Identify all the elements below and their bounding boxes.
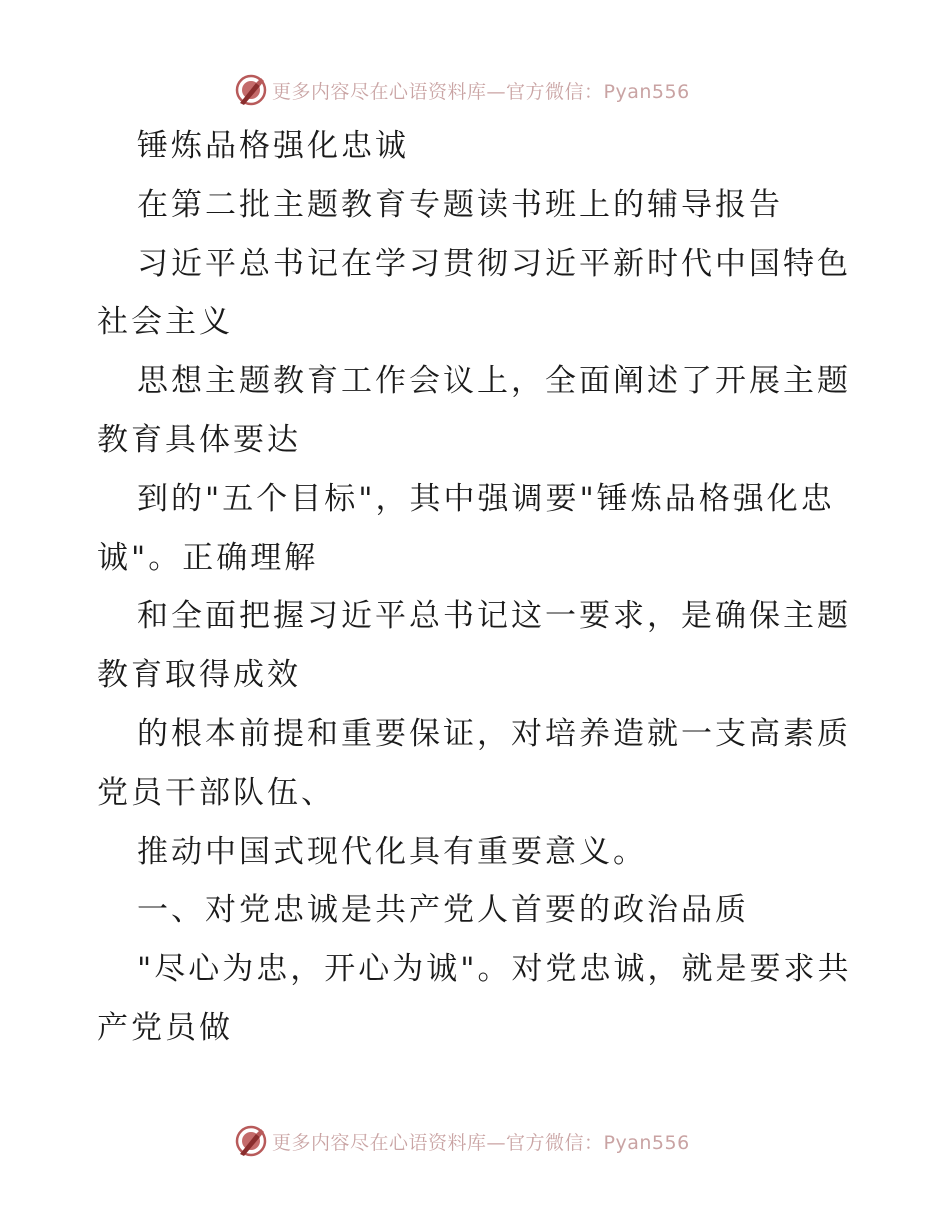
text-line: 教育取得成效 (97, 657, 301, 694)
text-line: 诚"。正确理解 (97, 539, 319, 576)
text-line: 一、对党忠诚是共产党人首要的政治品质 (137, 892, 749, 929)
text-line: 和全面把握习近平总书记这一要求，是确保主题 (137, 598, 851, 635)
footer-banner (234, 1121, 754, 1161)
header-banner (234, 70, 754, 110)
text-line: 产党员做 (97, 1009, 233, 1046)
text-line: 社会主义 (97, 304, 233, 341)
wechat-id: Pyan556 (603, 80, 690, 103)
text-line: 锤炼品格强化忠诚 (137, 128, 409, 164)
text-line: 思想主题教育工作会议上，全面阐述了开展主题 (137, 363, 851, 400)
text-line: 教育具体要达 (97, 421, 301, 458)
pen-seal-logo-icon (234, 1124, 268, 1158)
banner-text: 更多内容尽在心语资料库—官方微信：Pyan556 (272, 80, 690, 103)
text-line: 推动中国式现代化具有重要意义。 (137, 833, 647, 870)
text-line: 的根本前提和重要保证，对培养造就一支高素质 (137, 715, 851, 752)
text-line: 到的"五个目标"，其中强调要"锤炼品格强化忠 (137, 480, 835, 517)
banner-text: 更多内容尽在心语资料库—官方微信：Pyan556 (272, 1131, 690, 1154)
text-line: 习近平总书记在学习贯彻习近平新时代中国特色 (137, 245, 851, 282)
wechat-id: Pyan556 (603, 1131, 690, 1154)
text-line: "尽心为忠，开心为诚"。对党忠诚，就是要求共 (137, 951, 852, 988)
document-body (97, 117, 857, 1058)
pen-seal-logo-icon (234, 73, 268, 107)
text-line: 在第二批主题教育专题读书班上的辅导报告 (137, 186, 783, 223)
text-line: 党员干部队伍、 (97, 774, 335, 811)
